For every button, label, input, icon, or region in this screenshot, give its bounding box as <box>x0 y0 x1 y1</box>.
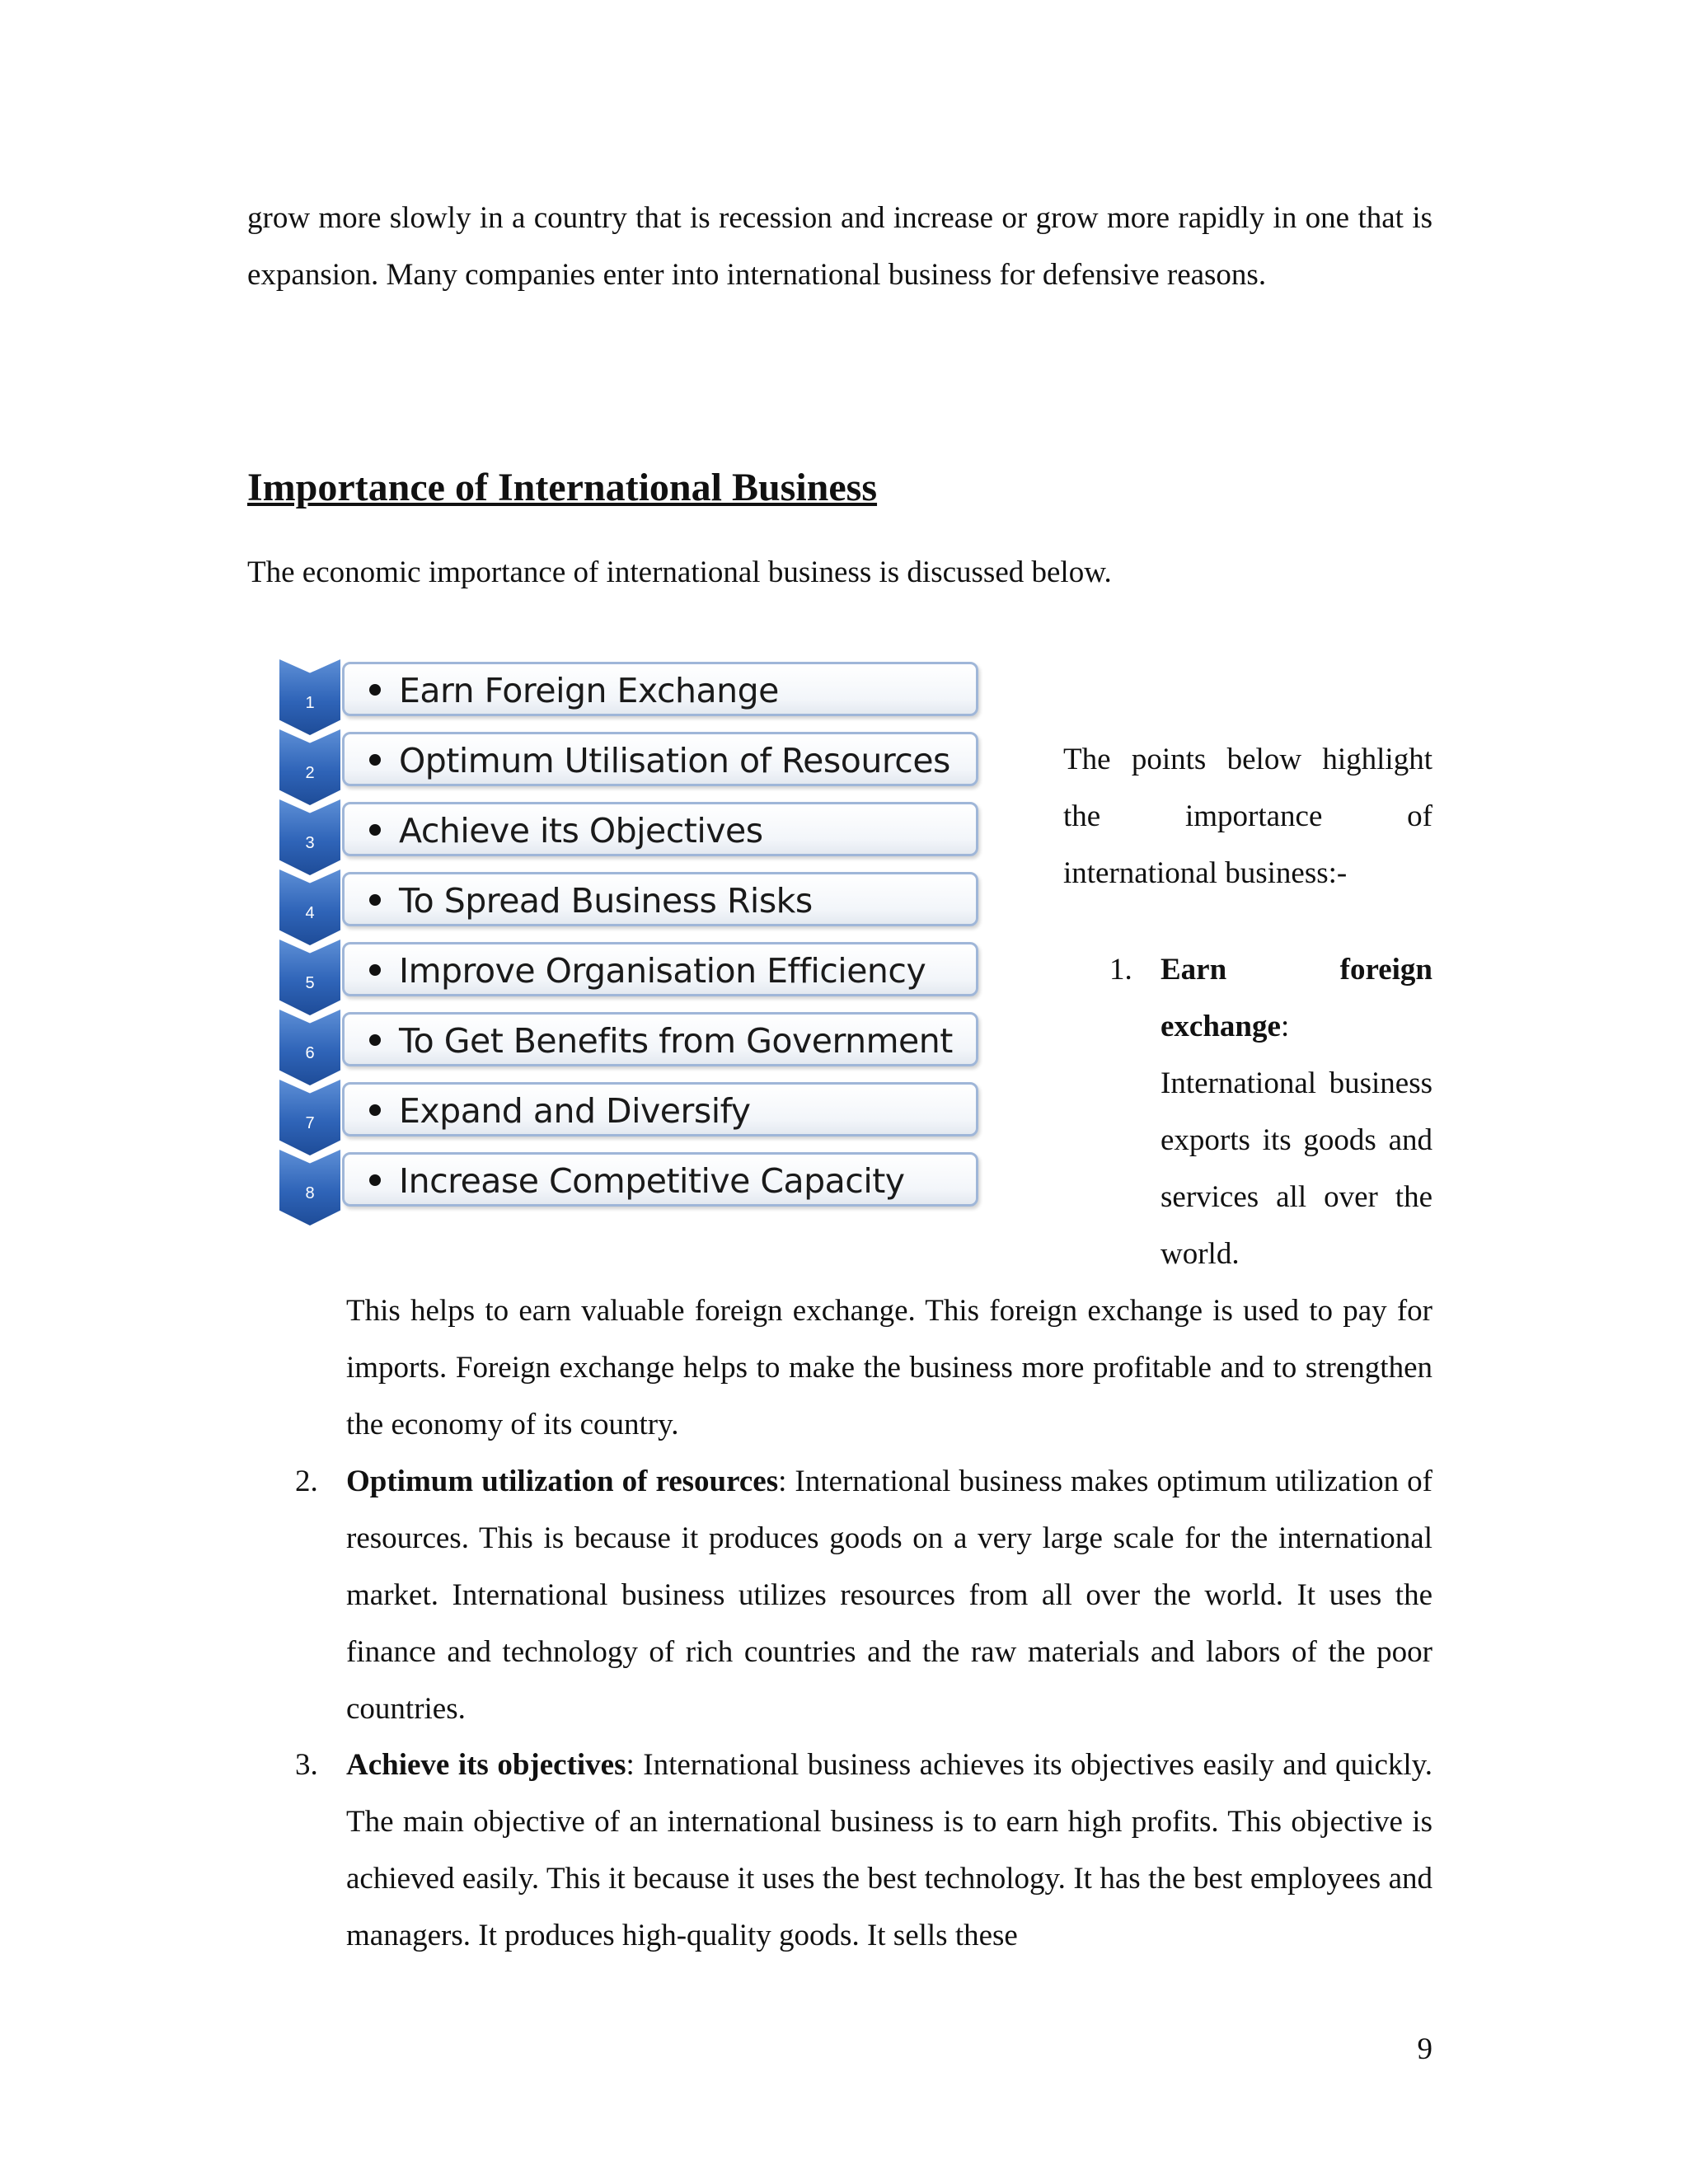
list-number: 2. <box>295 1465 318 1498</box>
bullet-icon <box>369 1104 381 1116</box>
side-intro: The points below highlight the importance of international business:- <box>1063 743 1432 890</box>
diagram-item <box>276 940 993 1001</box>
diagram-label: Earn Foreign Exchange <box>369 671 779 710</box>
list-item: Achieve its objectives: International business achieves its objectives easily and quickly. The main objective of an international business is to earn high profits. This objective is achieved easily. This it because it uses the best technology. It has the best employees and managers. It produces high-quality goods. It sells these <box>346 1748 1433 1952</box>
diagram-label: Improve Organisation Efficiency <box>369 951 926 991</box>
intro-paragraph: The economic importance of international business is discussed below. <box>247 555 1112 589</box>
bullet-icon <box>369 1174 381 1186</box>
diagram-item <box>276 1080 993 1141</box>
bullet-icon <box>369 894 381 906</box>
diagram-label: Expand and Diversify <box>369 1091 751 1131</box>
diagram-item <box>276 799 993 860</box>
chevron-number: 8 <box>305 1184 315 1202</box>
chevron-number: 1 <box>305 694 315 712</box>
list-number: 3. <box>295 1748 318 1782</box>
chevron-number: 7 <box>305 1114 315 1132</box>
diagram-item <box>276 729 993 790</box>
diagram-label: To Get Benefits from Government <box>369 1021 953 1061</box>
chevron-number: 5 <box>305 974 315 992</box>
diagram-item <box>276 659 993 720</box>
bullet-icon <box>369 1034 381 1046</box>
chevron-number: 6 <box>305 1044 315 1062</box>
list-item: Optimum utilization of resources: International business makes optimum utilization of resources. This is because it produces goods on a very large scale for the international market. International business utilizes resources from all over the world. It uses the finance and technology of rich countries and the raw materials and labors of the poor countries. <box>346 1465 1433 1726</box>
bullet-icon <box>369 754 381 766</box>
diagram-item <box>276 1010 993 1071</box>
section-heading: Importance of International Business <box>247 466 878 509</box>
chevron-number: 4 <box>305 904 315 922</box>
chevron-number: 2 <box>305 764 315 782</box>
list-number: 1. <box>1109 953 1132 987</box>
list-item-text: International business exports its goods and services all over the world. <box>1160 1066 1432 1271</box>
top-paragraph: grow more slowly in a country that is recession and increase or grow more rapidly in one that is expansion. Many companies enter into international business for defensive reasons. <box>247 201 1432 292</box>
diagram-item <box>276 869 993 930</box>
diagram-label-box <box>342 1152 978 1207</box>
page-number: 9 <box>1417 2032 1432 2066</box>
diagram-label-box <box>342 1082 978 1137</box>
list-item-text: This helps to earn valuable foreign exchange. This foreign exchange is used to pay for imports. Foreign exchange helps to make the business more profitable and to strengthen the economy of its country. <box>346 1294 1432 1441</box>
diagram-item <box>276 1150 993 1211</box>
diagram-label: Optimum Utilisation of Resources <box>369 741 950 780</box>
bullet-icon <box>369 824 381 836</box>
chevron-number: 3 <box>305 834 315 852</box>
diagram-label-box <box>342 802 978 856</box>
bullet-icon <box>369 964 381 976</box>
diagram-label-box <box>342 662 978 716</box>
importance-diagram <box>276 659 993 1253</box>
list-item-title: Earn foreign exchange: <box>1160 953 1432 1043</box>
diagram-label-box <box>342 1012 978 1066</box>
bullet-icon <box>369 684 381 696</box>
diagram-label-box <box>342 872 978 926</box>
diagram-label-box <box>342 942 978 996</box>
diagram-label: Increase Competitive Capacity <box>369 1161 905 1201</box>
diagram-label: To Spread Business Risks <box>369 881 813 921</box>
diagram-label-box <box>342 732 978 786</box>
diagram-label: Achieve its Objectives <box>369 811 763 851</box>
